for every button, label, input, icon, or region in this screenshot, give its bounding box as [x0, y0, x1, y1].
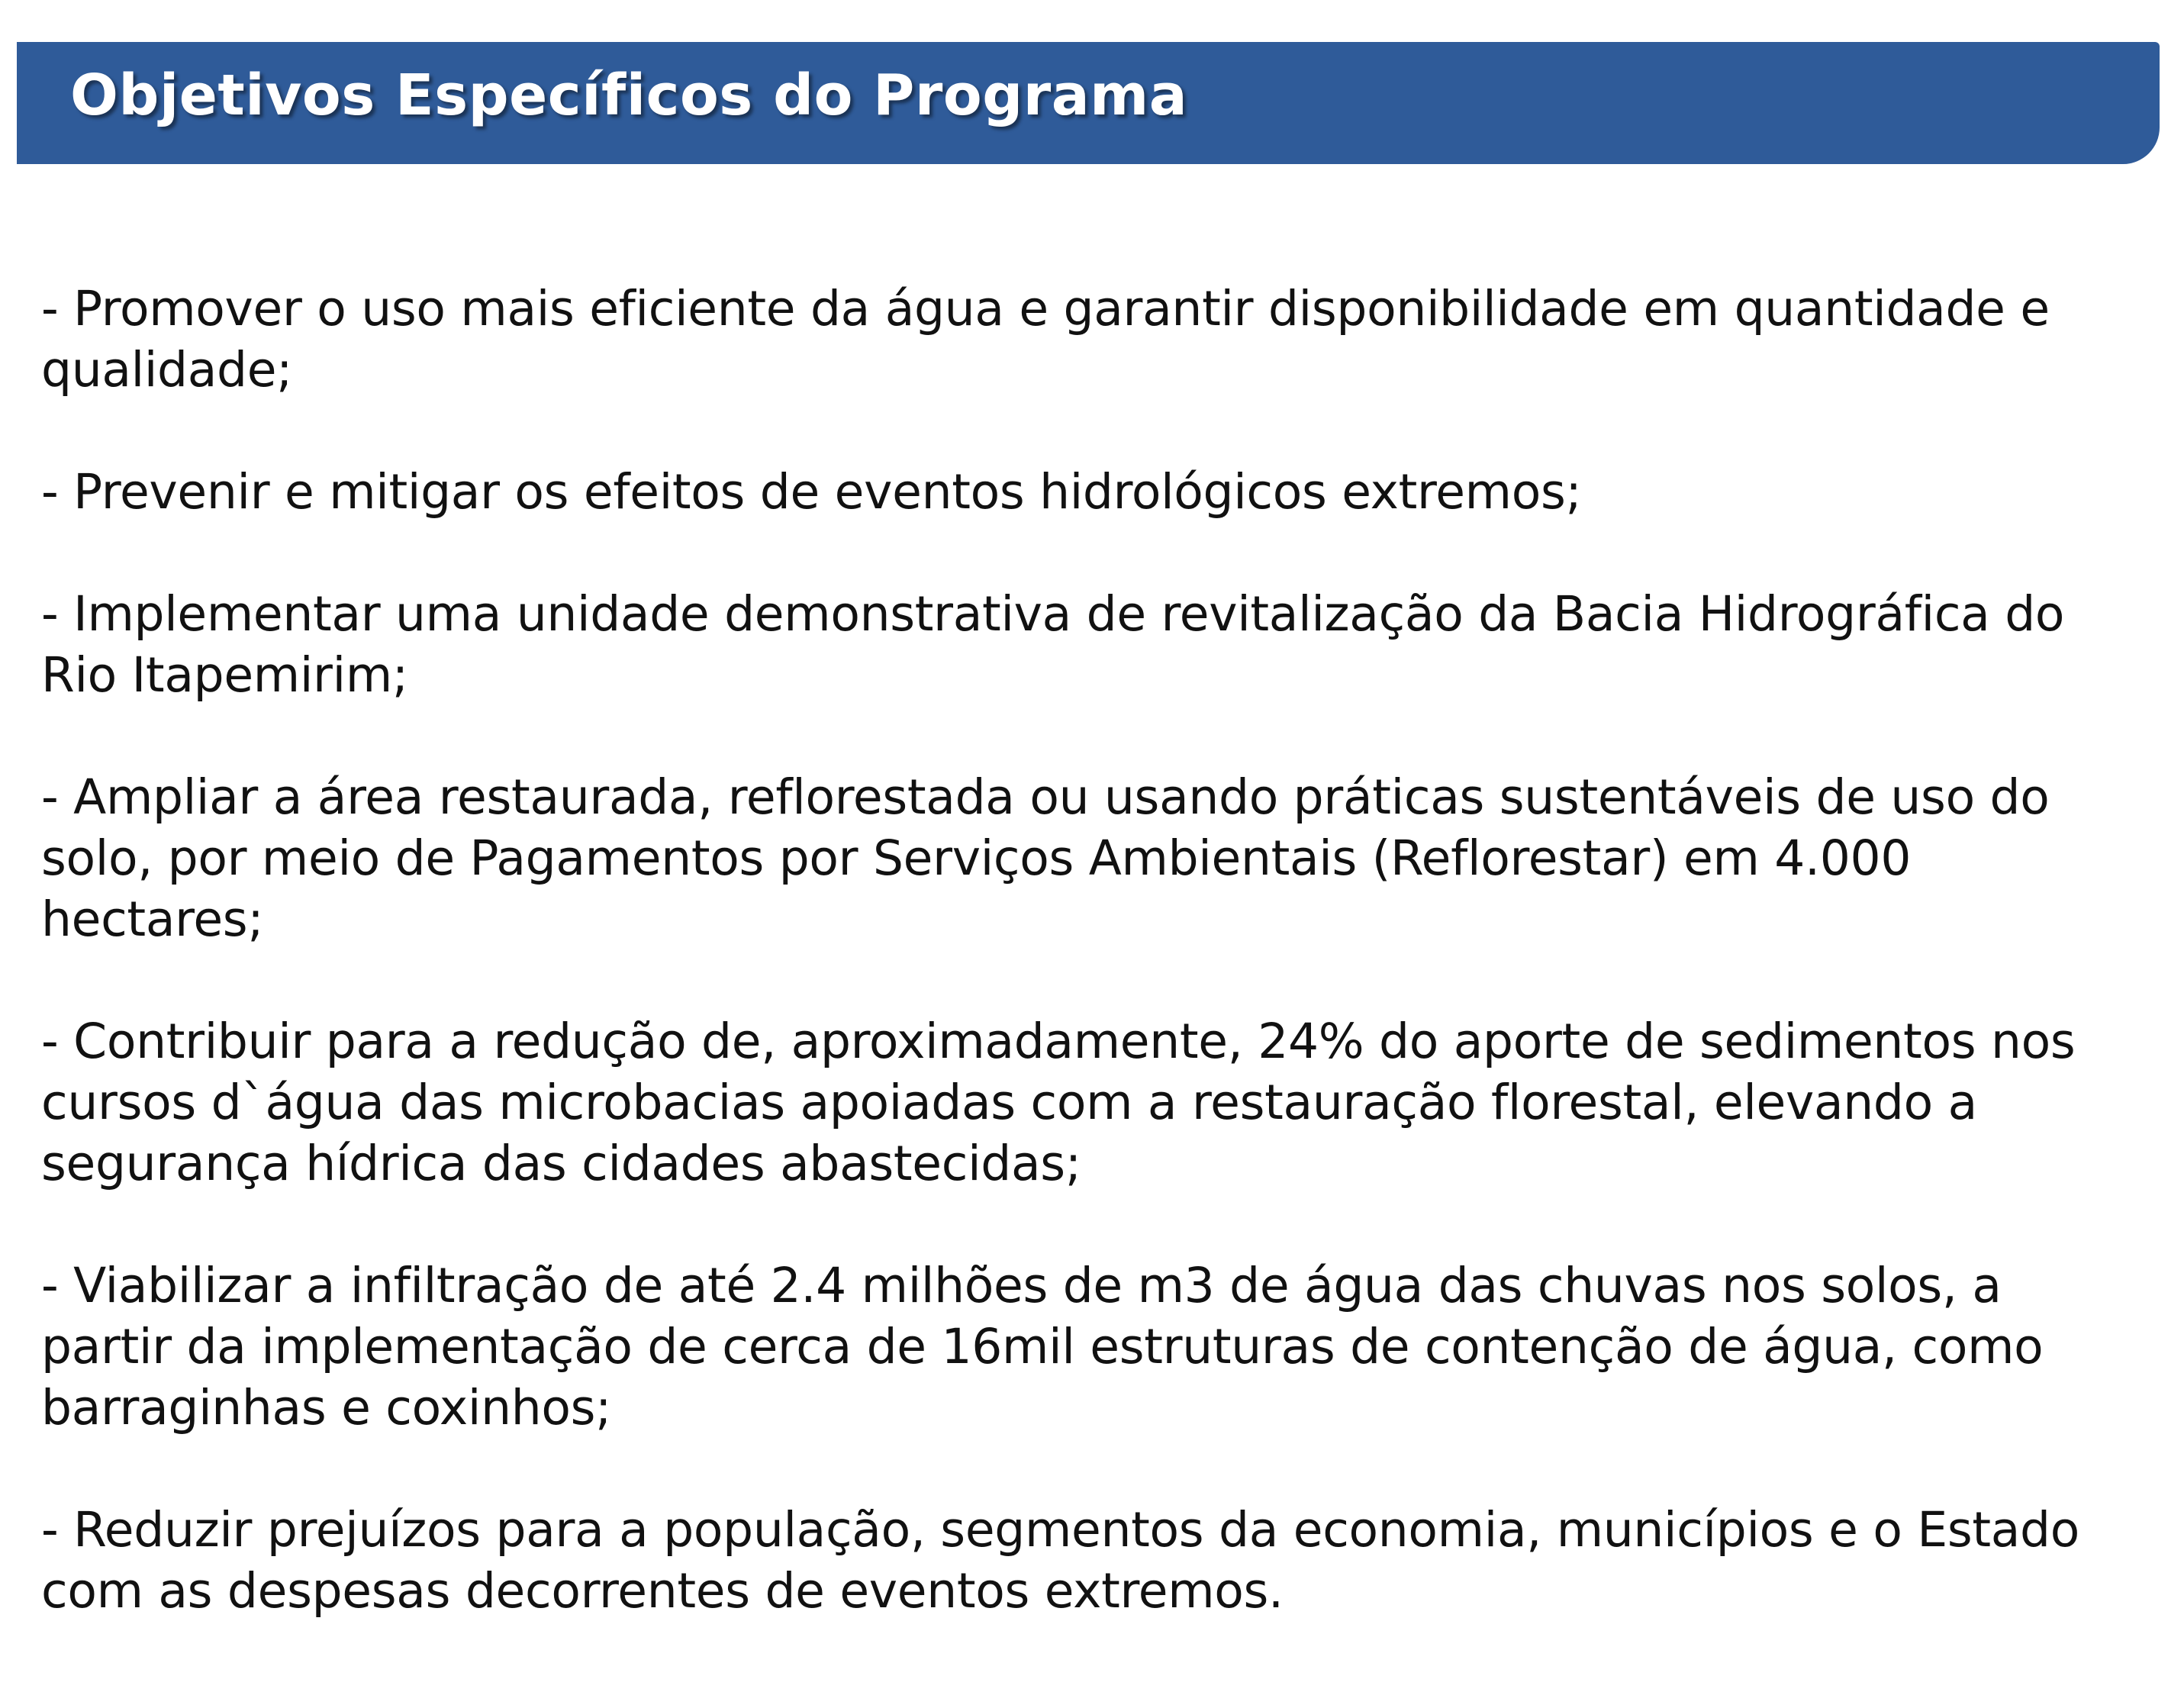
objective-line: - Prevenir e mitigar os efeitos de eventos hidrológicos extremos; — [41, 464, 1582, 520]
objective-item-1 — [41, 279, 2170, 401]
objective-line: segurança hídrica das cidades abastecidas; — [41, 1136, 1081, 1191]
objectives-list — [41, 279, 2170, 1622]
objective-line: - Reduzir prejuízos para a população, segmentos da economia, municípios e o Estado — [41, 1502, 2079, 1558]
objective-item-2 — [41, 462, 2170, 523]
objective-line: com as despesas decorrentes de eventos extremos. — [41, 1563, 1284, 1619]
objective-item-7 — [41, 1500, 2170, 1622]
objective-line: - Contribuir para a redução de, aproximadamente, 24% do aporte de sedimentos nos — [41, 1014, 2076, 1069]
objective-line: - Viabilizar a infiltração de até 2.4 milhões de m3 de água das chuvas nos solos, a — [41, 1258, 2002, 1313]
objective-line: - Implementar uma unidade demonstrativa de revitalização da Bacia Hidrográfica do — [41, 586, 2065, 642]
objective-line: solo, por meio de Pagamentos por Serviços Ambientais (Reflorestar) em 4.000 — [41, 830, 1912, 886]
objective-item-3 — [41, 584, 2170, 706]
header-banner — [17, 42, 2160, 164]
objective-line: qualidade; — [41, 342, 293, 398]
objective-line: hectares; — [41, 891, 264, 947]
objective-item-6 — [41, 1255, 2170, 1439]
objective-line: cursos d`água das microbacias apoiadas com a restauração florestal, elevando a — [41, 1075, 1977, 1130]
objective-line: partir da implementação de cerca de 16mil estruturas de contenção de água, como — [41, 1319, 2044, 1375]
objective-line: Rio Itapemirim; — [41, 647, 408, 703]
objective-line: barraginhas e coxinhos; — [41, 1380, 612, 1436]
objective-line: - Ampliar a área restaurada, reflorestada ou usando práticas sustentáveis de uso do — [41, 769, 2050, 825]
objective-line: - Promover o uso mais eficiente da água e garantir disponibilidade em quantidade e — [41, 281, 2050, 337]
page-title: Objetivos Específicos do Programa — [70, 63, 1188, 128]
objective-item-5 — [41, 1011, 2170, 1194]
objective-item-4 — [41, 767, 2170, 950]
